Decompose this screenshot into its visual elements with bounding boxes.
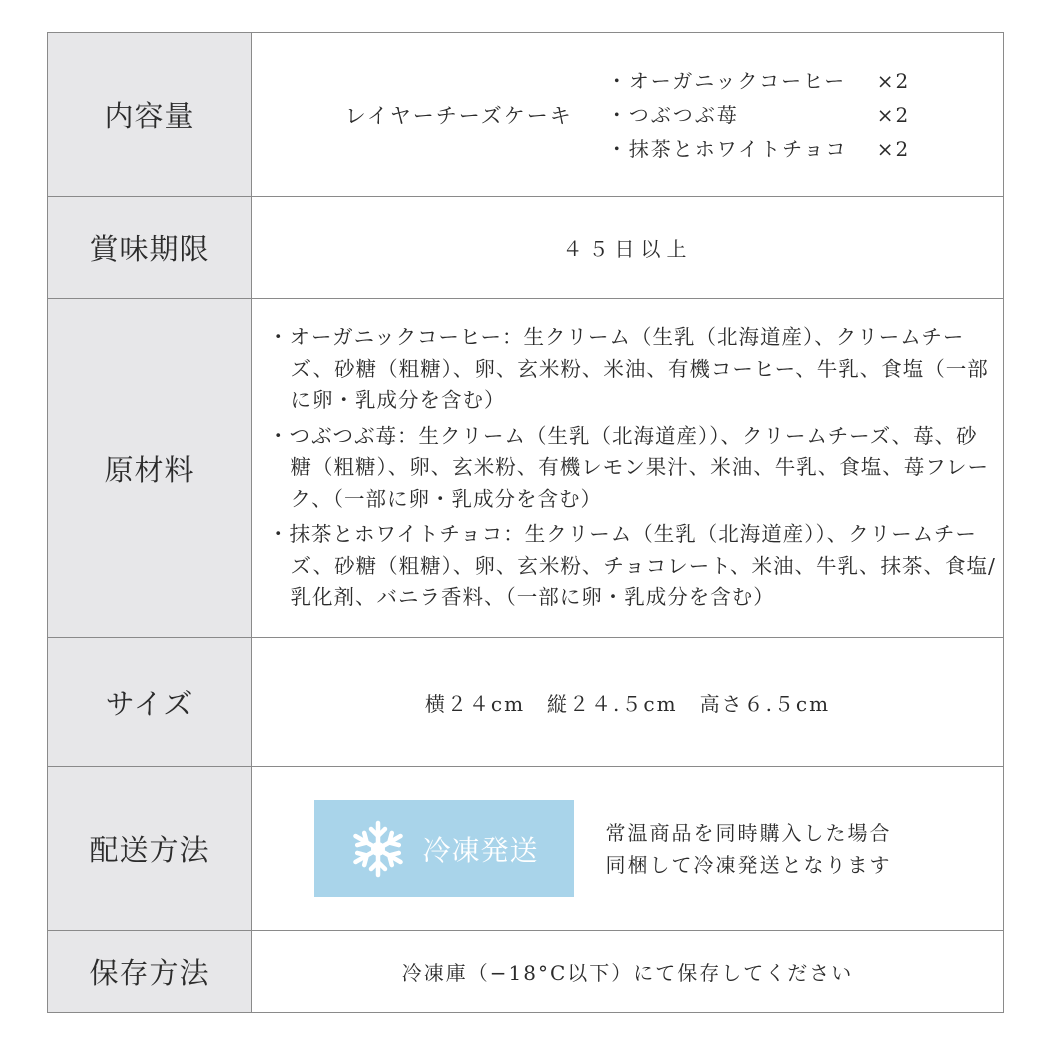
snowflake-icon	[348, 819, 408, 879]
expiry-text: ４５日以上	[562, 237, 693, 261]
ingredient-item-strawberry: ・つぶつぶ苺：生クリーム（生乳（北海道産））、クリームチーズ、苺、砂糖（粗糖）、卵、玄米粉、有機レモン果汁、米油、牛乳、食塩、苺フレーク、（一部に卵・乳成分を含む）	[268, 423, 989, 511]
label-size: サイズ	[48, 638, 252, 767]
contents-wrap	[252, 66, 1003, 164]
flavor-name: ・オーガニックコーヒー	[606, 68, 847, 93]
value-shipping	[252, 767, 1004, 931]
row-size	[48, 638, 1004, 767]
value-storage	[252, 931, 1004, 1013]
flavor-list	[607, 66, 910, 164]
label-expiry: 賞味期限	[48, 197, 252, 299]
shipping-note-line: 常温商品を同時購入した場合	[605, 820, 892, 845]
value-size	[252, 638, 1004, 767]
flavor-item	[607, 134, 910, 164]
row-shipping	[48, 767, 1004, 931]
product-spec-table	[47, 32, 1004, 1013]
flavor-qty: ×2	[876, 136, 911, 161]
frozen-shipping-badge	[314, 800, 574, 897]
flavor-item	[607, 100, 910, 130]
value-expiry	[252, 197, 1004, 299]
flavor-name: ・つぶつぶ苺	[606, 102, 739, 127]
label-storage: 保存方法	[48, 931, 252, 1013]
shipping-note-line: 同梱して冷凍発送となります	[605, 852, 892, 877]
shipping-note	[606, 817, 892, 881]
label-shipping: 配送方法	[48, 767, 252, 931]
label-ingredients: 原材料	[48, 299, 252, 638]
row-ingredients	[48, 299, 1004, 638]
size-text: 横２４cm 縦２４.５cm 高さ６.５cm	[424, 691, 831, 716]
row-expiry	[48, 197, 1004, 299]
flavor-name: ・抹茶とホワイトチョコ	[606, 136, 848, 161]
flavor-item	[607, 66, 910, 96]
flavor-qty: ×2	[876, 68, 911, 93]
shipping-wrap	[252, 800, 1003, 897]
ingredient-list	[252, 322, 1003, 614]
row-storage	[48, 931, 1004, 1013]
flavor-qty: ×2	[876, 102, 911, 127]
value-ingredients	[252, 299, 1004, 638]
frozen-badge-label: 冷凍発送	[422, 833, 539, 867]
ingredient-item-coffee: ・オーガニックコーヒー：生クリーム（生乳（北海道産）、クリームチーズ、砂糖（粗糖）、卵、玄米粉、米油、有機コーヒー、牛乳、食塩（一部に卵・乳成分を含む）	[268, 325, 989, 413]
ingredient-item-matcha: ・抹茶とホワイトチョコ：生クリーム（生乳（北海道産））、クリームチーズ、砂糖（粗糖）、卵、玄米粉、チョコレート、米油、牛乳、抹茶、食塩/乳化剤、バニラ香料、（一部に卵・乳成分を含む）	[268, 522, 996, 610]
label-contents: 内容量	[48, 33, 252, 197]
product-name: レイヤーチーズケーキ	[344, 103, 573, 128]
value-contents	[252, 33, 1004, 197]
row-contents	[48, 33, 1004, 197]
storage-text: 冷凍庫（−18°C以下）にて保存してください	[401, 961, 854, 985]
